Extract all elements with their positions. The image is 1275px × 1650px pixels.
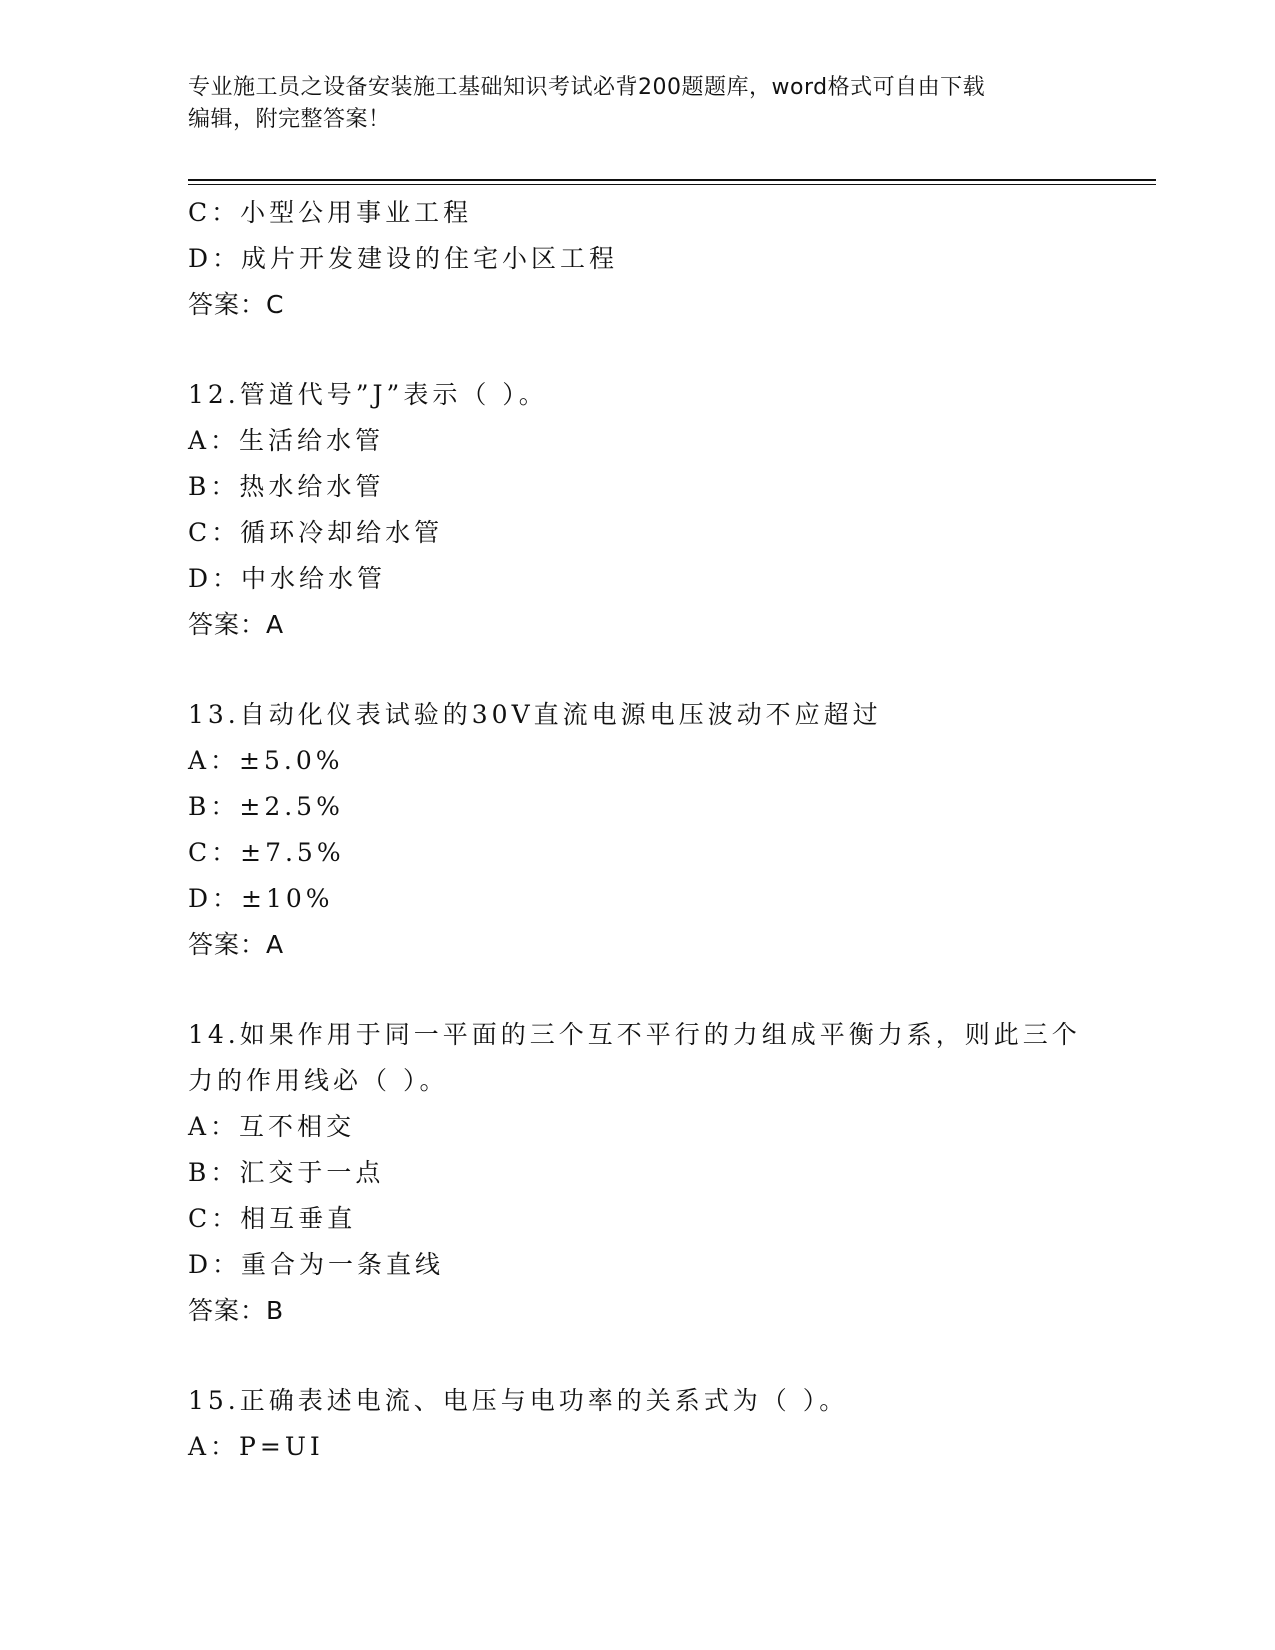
question-12-option-a: A：生活给水管 <box>188 426 385 455</box>
question-15-stem: 15.正确表述电流、电压与电功率的关系式为（ ）。 <box>188 1386 849 1415</box>
question-14-answer: 答案：B <box>188 1296 285 1325</box>
spacer <box>188 1334 1108 1378</box>
option-c: C：小型公用事业工程 <box>188 198 473 227</box>
question-13-answer: 答案：A <box>188 930 285 959</box>
spacer <box>188 648 1108 692</box>
header-rule-thick <box>188 179 1156 181</box>
header-line-2: 编辑，附完整答案！ <box>188 107 391 132</box>
question-15-option-a: A：P=UI <box>188 1432 324 1461</box>
question-13-option-a: A：±5.0% <box>188 746 344 775</box>
question-13-option-b: B：±2.5% <box>188 792 344 821</box>
question-14-option-c: C：相互垂直 <box>188 1204 357 1233</box>
question-12-stem: 12.管道代号”J”表示（ ）。 <box>188 380 548 409</box>
option-d: D：成片开发建设的住宅小区工程 <box>188 244 619 273</box>
question-13-option-d: D：±10% <box>188 884 334 913</box>
question-14-option-b: B：汇交于一点 <box>188 1158 385 1187</box>
header-rule-thin <box>188 184 1156 185</box>
question-13-option-c: C：±7.5% <box>188 838 345 867</box>
question-12-option-c: C：循环冷却给水管 <box>188 518 444 547</box>
question-12-option-b: B：热水给水管 <box>188 472 385 501</box>
answer-line: 答案：C <box>188 290 285 319</box>
spacer <box>188 328 1108 372</box>
document-header <box>188 72 1068 136</box>
question-13-stem: 13.自动化仪表试验的30V直流电源电压波动不应超过 <box>188 700 882 729</box>
question-14-option-a: A：互不相交 <box>188 1112 356 1141</box>
spacer <box>188 968 1108 1012</box>
question-14-stem-line-1: 14.如果作用于同一平面的三个互不平行的力组成平衡力系，则此三个 <box>188 1020 1081 1049</box>
question-14-stem-line-2: 力的作用线必（ ）。 <box>188 1066 449 1095</box>
question-14-option-d: D：重合为一条直线 <box>188 1250 445 1279</box>
question-list <box>188 190 1108 1470</box>
question-12-option-d: D：中水给水管 <box>188 564 387 593</box>
header-line-1: 专业施工员之设备安装施工基础知识考试必背200题题库，word格式可自由下载 <box>188 75 986 100</box>
question-12-answer: 答案：A <box>188 610 285 639</box>
